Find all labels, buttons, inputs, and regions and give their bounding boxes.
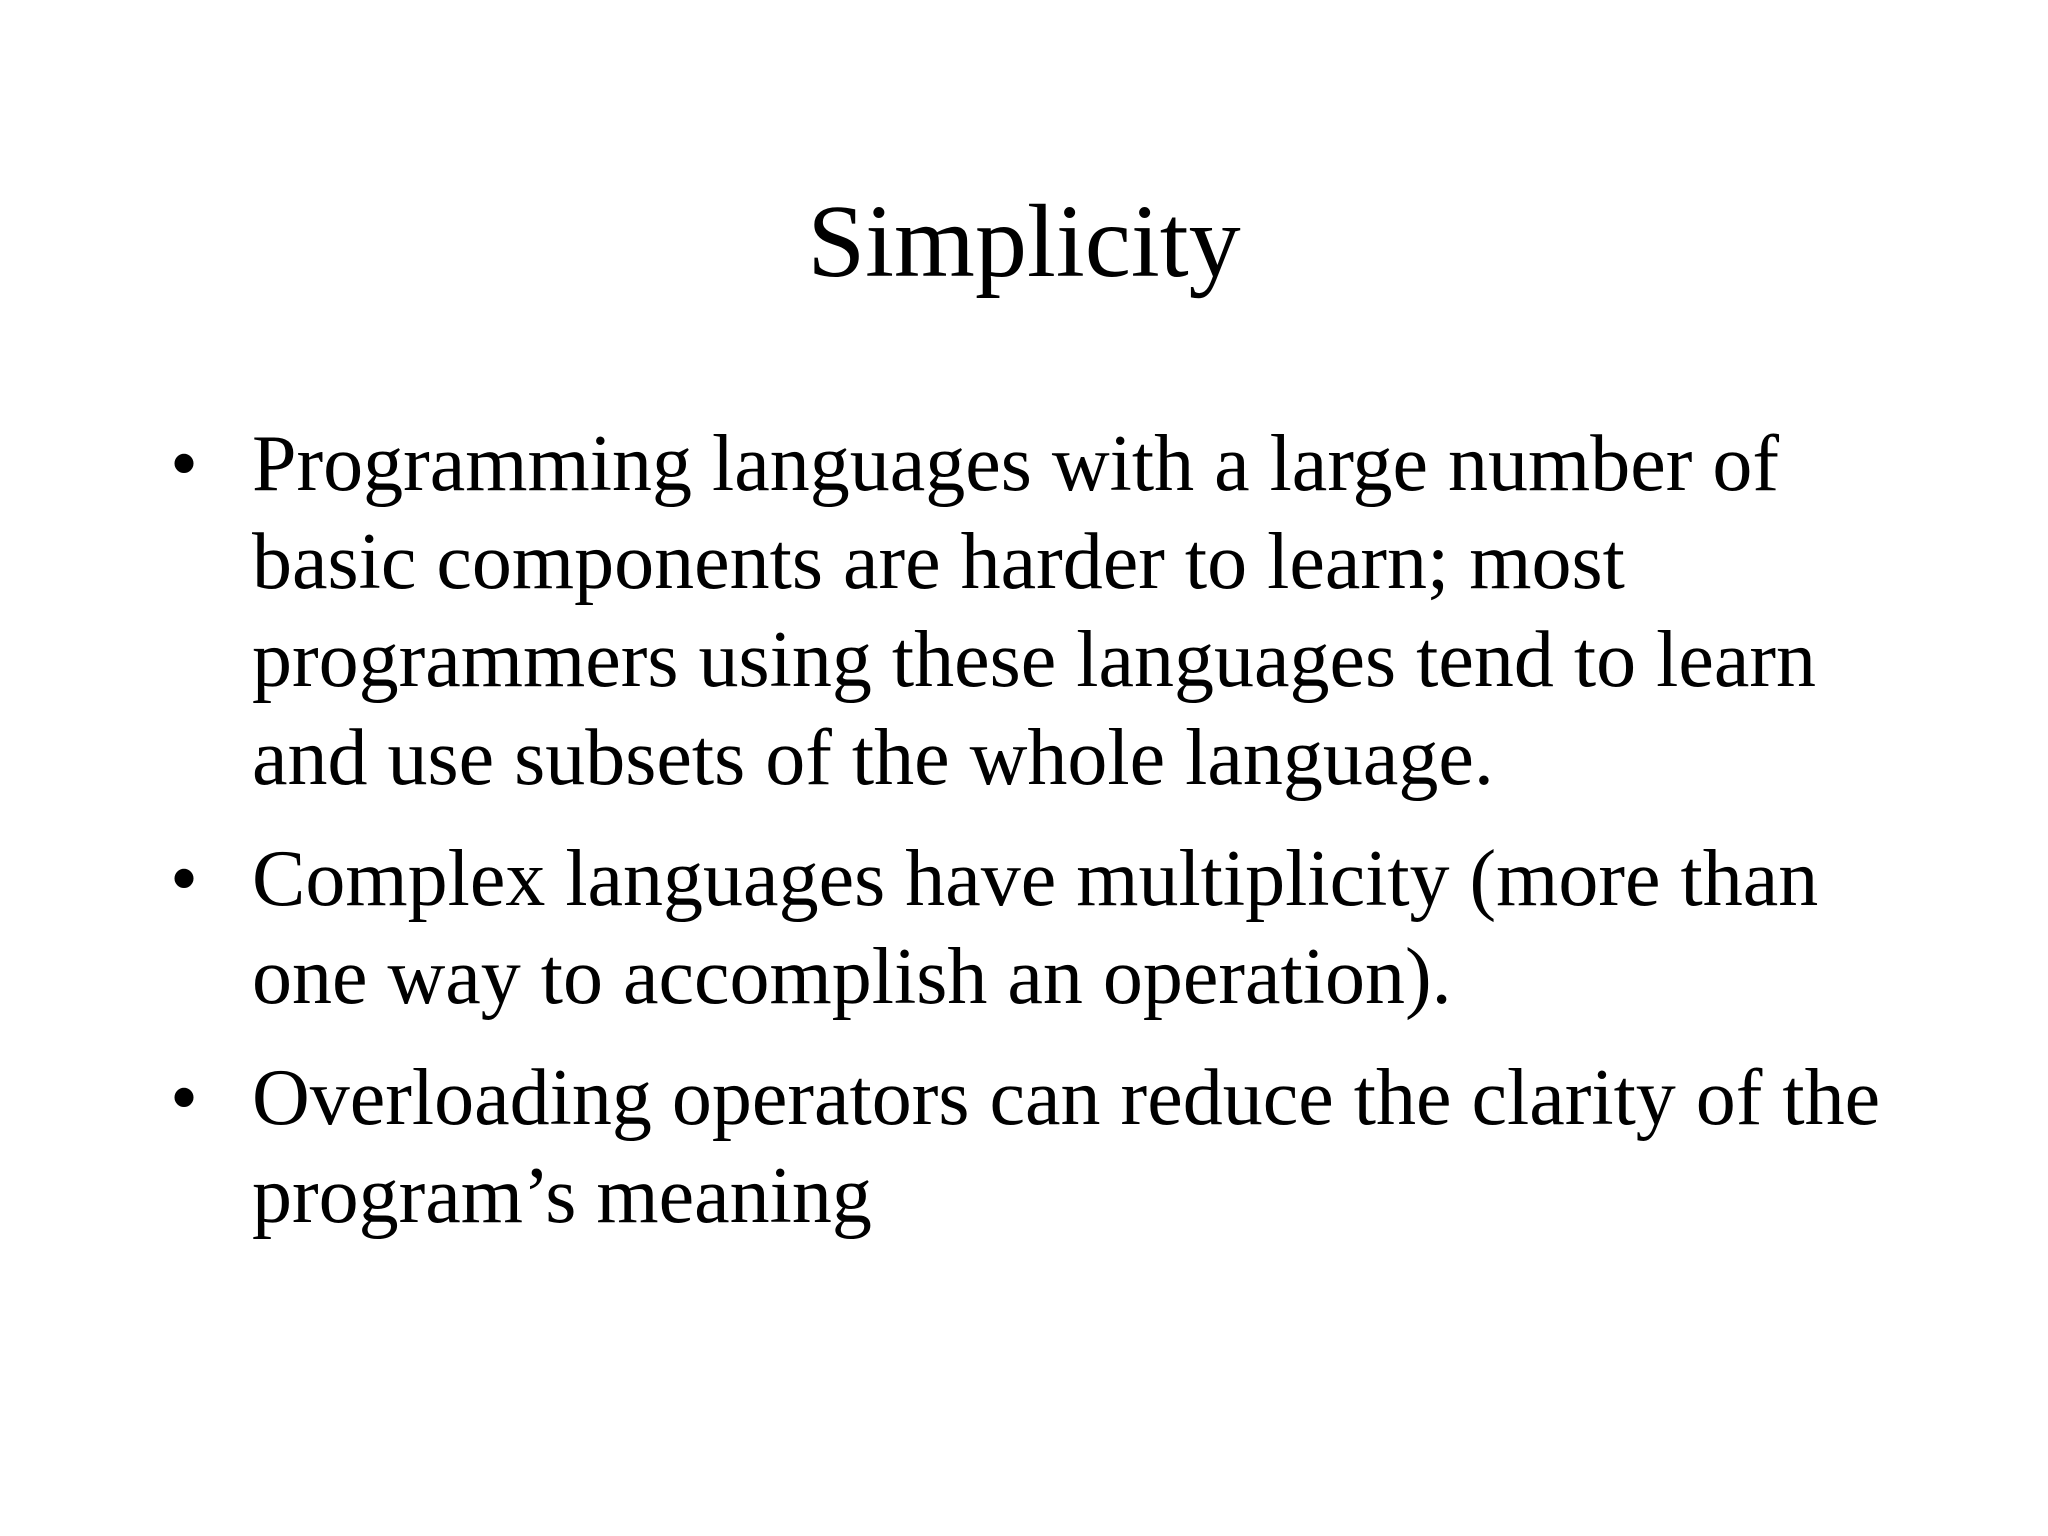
bullet-text-2: Complex languages have multiplicity (more than one way to accomplish an operation).: [252, 835, 1819, 1021]
bullet-dot-icon: •: [170, 1054, 199, 1142]
slide-title: Simplicity: [807, 184, 1241, 299]
bullet-item-3: [170, 1049, 1930, 1245]
bullet-list: [170, 415, 1930, 1268]
bullet-text-3: Overloading operators can reduce the clarity of the program’s meaning: [252, 1054, 1881, 1240]
bullet-item-1: [170, 415, 1930, 807]
bullet-item-2: [170, 830, 1930, 1026]
bullet-text-1: Programming languages with a large number of basic components are harder to learn; most programmers using these languages tend to learn and use subsets of the whole language.: [252, 420, 1816, 802]
bullet-dot-icon: •: [170, 835, 199, 923]
bullet-dot-icon: •: [170, 420, 199, 508]
